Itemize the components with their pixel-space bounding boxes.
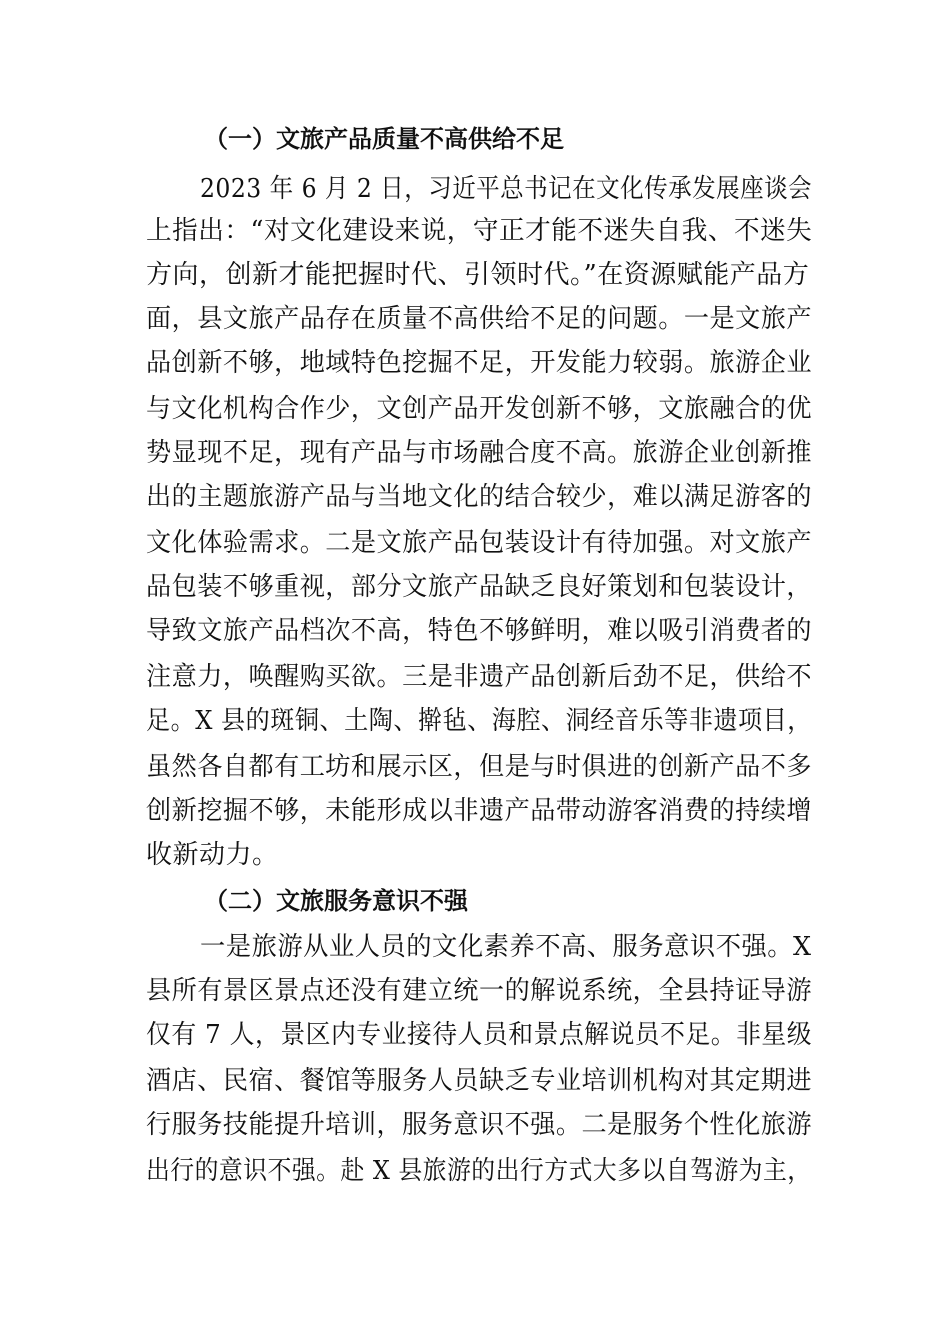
section-1-line-10: 品包装不够重视，部分文旅产品缺乏良好策划和包装设计， — [146, 572, 813, 602]
section-1-line-3: 方向，创新才能把握时代、引领时代。”在资源赋能产品方 — [146, 260, 810, 290]
section-1-line-8: 出的主题旅游产品与当地文化的结合较少，难以满足游客的 — [146, 482, 813, 512]
section-1-line-15: 创新挖掘不够，未能形成以非遗产品带动游客消费的持续增 — [146, 796, 813, 826]
section-1-line-4: 面，县文旅产品存在质量不高供给不足的问题。一是文旅产 — [146, 304, 813, 334]
section-1-line-14: 虽然各自都有工坊和展示区，但是与时俱进的创新产品不多 — [146, 752, 813, 782]
section-2-line-6: 出行的意识不强。赴 X 县旅游的出行方式大多以自驾游为主， — [146, 1156, 812, 1186]
section-1-line-9: 文化体验需求。二是文旅产品包装设计有待加强。对文旅产 — [146, 528, 813, 558]
section-2-line-5: 行服务技能提升培训，服务意识不强。二是服务个性化旅游 — [146, 1110, 813, 1140]
section-1-line-11: 导致文旅产品档次不高，特色不够鲜明，难以吸引消费者的 — [146, 616, 813, 646]
section-2-line-4: 酒店、民宿、餐馆等服务人员缺乏专业培训机构对其定期进 — [146, 1066, 813, 1096]
section-2-line-1: 一是旅游从业人员的文化素养不高、服务意识不强。X — [200, 932, 812, 962]
section-1-line-7: 势显现不足，现有产品与市场融合度不高。旅游企业创新推 — [146, 438, 813, 468]
section-2-line-2: 县所有景区景点还没有建立统一的解说系统，全县持证导游 — [146, 976, 813, 1006]
section-1-line-16: 收新动力。 — [146, 840, 279, 870]
section-1-line-6: 与文化机构合作少，文创产品开发创新不够，文旅融合的优 — [146, 394, 813, 424]
section-1-line-2: 上指出：“对文化建设来说，守正才能不迷失自我、不迷失 — [146, 216, 813, 246]
section-1-line-13: 足。X 县的斑铜、土陶、擀毡、海腔、洞经音乐等非遗项目， — [146, 706, 812, 736]
section-1-line-5: 品创新不够，地域特色挖掘不足，开发能力较弱。旅游企业 — [146, 348, 813, 378]
section-2-heading: （二）文旅服务意识不强 — [204, 886, 468, 915]
section-1-line-1: 2023 年 6 月 2 日，习近平总书记在文化传承发展座谈会 — [200, 174, 813, 204]
section-1-heading: （一）文旅产品质量不高供给不足 — [204, 124, 564, 153]
section-1-line-12: 注意力，唤醒购买欲。三是非遗产品创新后劲不足，供给不 — [146, 662, 813, 692]
section-2-line-3: 仅有 7 人，景区内专业接待人员和景点解说员不足。非星级 — [146, 1020, 813, 1050]
